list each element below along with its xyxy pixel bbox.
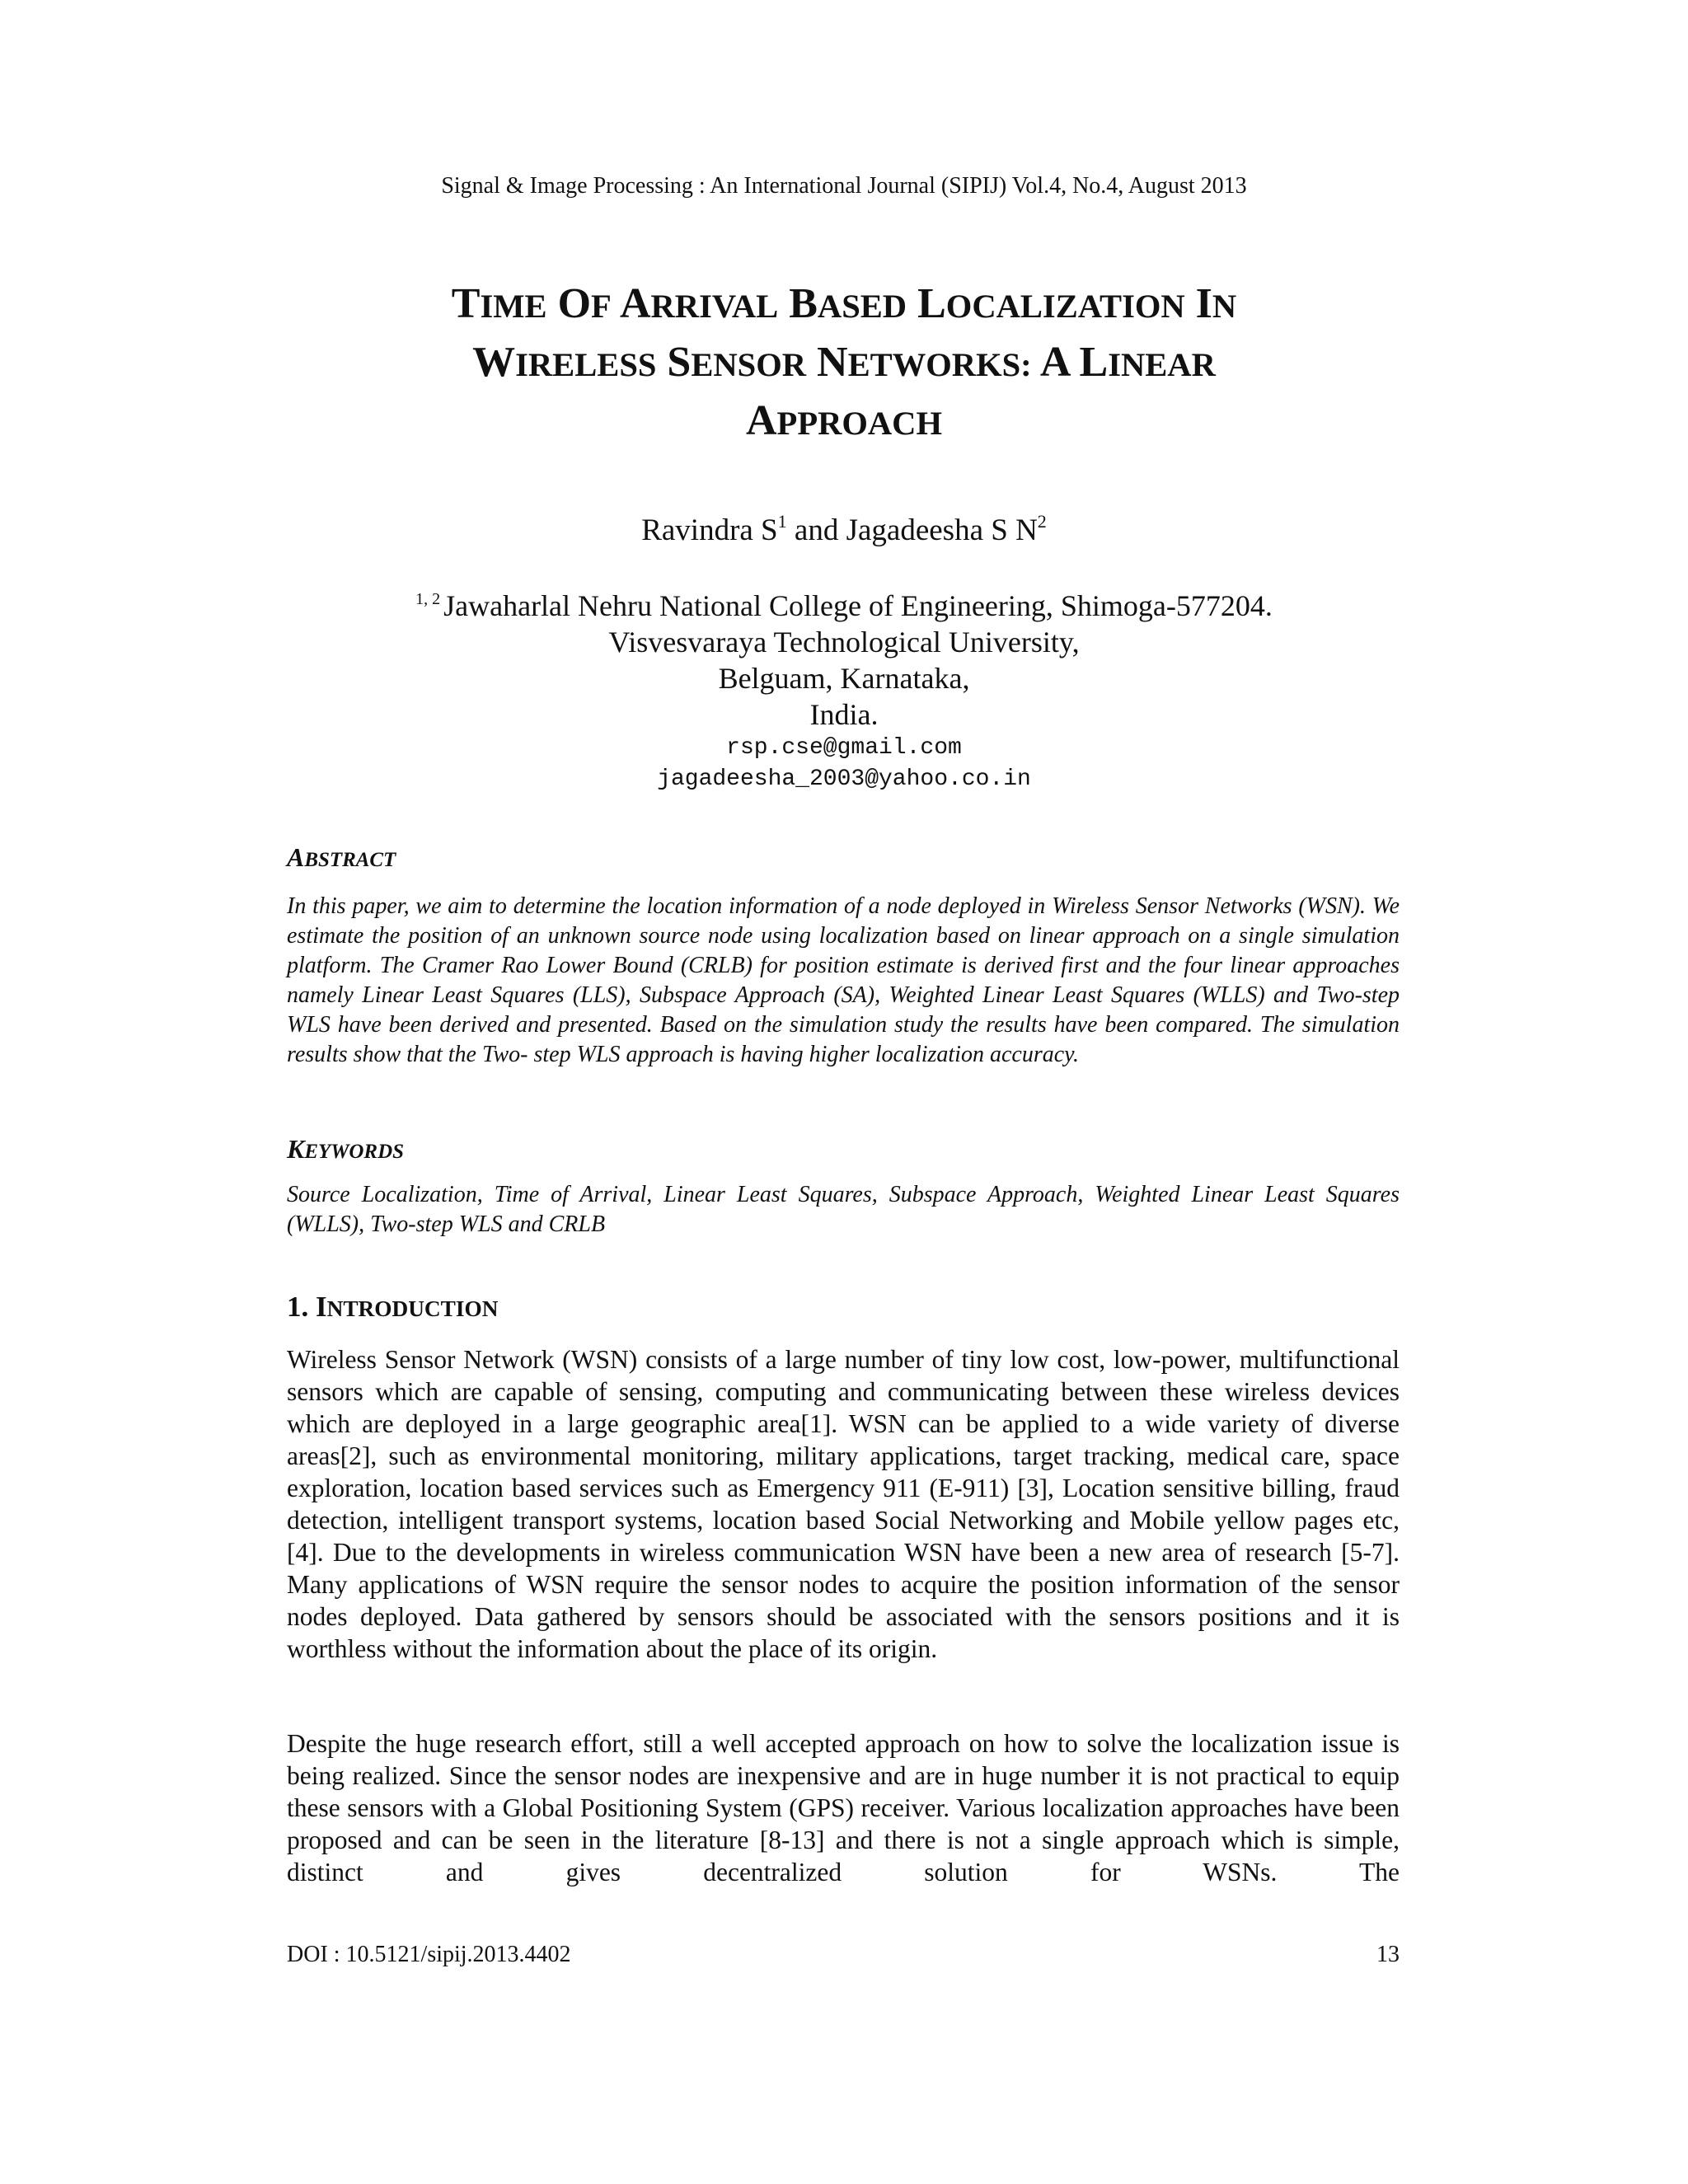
keywords-heading-text: KEYWORDS bbox=[287, 1134, 404, 1164]
author-line bbox=[0, 511, 1688, 548]
footer-doi: DOI : 10.5121/sipij.2013.4402 bbox=[287, 1942, 571, 1967]
journal-header: Signal & Image Processing : An International Journal (SIPIJ) Vol.4, No.4, August 2013 bbox=[441, 173, 1247, 199]
affiliation-college: Jawaharlal Nehru National College of Engineering, Shimoga-577204. bbox=[443, 589, 1273, 622]
introduction-heading bbox=[287, 1291, 498, 1324]
author-2-affiliation-mark: 2 bbox=[1037, 511, 1047, 532]
author-1: Ravindra S bbox=[641, 513, 778, 547]
introduction-heading-text: INTRODUCTION bbox=[316, 1291, 499, 1323]
paper-title bbox=[247, 276, 1441, 452]
abstract-heading-text: ABSTRACT bbox=[287, 842, 396, 872]
affiliation-city: Belguam, Karnataka, bbox=[718, 662, 970, 695]
section-number: 1. bbox=[287, 1291, 309, 1323]
page-number: 13 bbox=[1376, 1942, 1400, 1967]
affiliation-mark: 1, 2 bbox=[415, 590, 441, 608]
author-conjunction: and bbox=[786, 513, 846, 547]
email-1[interactable]: rsp.cse@gmail.com bbox=[726, 735, 962, 761]
title-line-1: TIME OF ARRIVAL BASED LOCALIZATION IN bbox=[451, 280, 1237, 327]
title-line-2: WIRELESS SENSOR NETWORKS: A LINEAR bbox=[472, 339, 1216, 386]
affiliation-block bbox=[0, 581, 1688, 795]
affiliation-country: India. bbox=[809, 698, 879, 731]
abstract-text: In this paper, we aim to determine the location information of a node deployed in Wireless Sensor Networks (WSN). We estimate the position of an unknown source node using localization based on linear approach on a single simulation platform. The Cramer Rao Lower Bound (CRLB) for position estimate is derived first and the four linear approaches namely Linear Least Squares (LLS), Subspace Approach (SA), Weighted Linear Least Squares (WLLS) and Two-step WLS have been derived and presented. Based on the simulation study the results have been compared. The simulation results show that the Two- step WLS approach is having higher localization accuracy. bbox=[287, 893, 1400, 1067]
email-2[interactable]: jagadeesha_2003@yahoo.co.in bbox=[657, 766, 1031, 792]
keywords-text: Source Localization, Time of Arrival, Linear Least Squares, Subspace Approach, Weighted Linear Least Squares (WLLS), Two-step WLS and CRLB bbox=[287, 1182, 1400, 1237]
abstract-heading bbox=[287, 842, 396, 873]
introduction-paragraph-2: Despite the huge research effort, still a well accepted approach on how to solve the localization issue is being realized. Since the sensor nodes are inexpensive and are in huge number it is not practical to equip these sensors with a Global Positioning System (GPS) receiver. Various localization approaches have been proposed and can be seen in the literature [8-13] and there is not a single approach which is simple, distinct and gives decentralized solution for WSNs. The bbox=[287, 1729, 1400, 1886]
keywords-heading bbox=[287, 1134, 404, 1165]
author-1-affiliation-mark: 1 bbox=[777, 511, 787, 532]
title-line-3: APPROACH bbox=[745, 397, 943, 444]
affiliation-university: Visvesvaraya Technological University, bbox=[608, 626, 1080, 658]
author-2: Jagadeesha S N bbox=[846, 513, 1038, 547]
affiliation-college-line bbox=[0, 581, 1688, 624]
introduction-paragraph-1: Wireless Sensor Network (WSN) consists of a large number of tiny low cost, low-power, multifunctional sensors which are capable of sensing, computing and communicating between these wireless devices which are deployed in a large geographic area[1]. WSN can be applied to a wide variety of diverse areas[2], such as environmental monitoring, military applications, target tracking, medical care, space exploration, location based services such as Emergency 911 (E-911) [3], Location sensitive billing, fraud detection, intelligent transport systems, location based Social Networking and Mobile yellow pages etc, [4]. Due to the developments in wireless communication WSN have been a new area of research [5-7]. Many applications of WSN require the sensor nodes to acquire the position information of the sensor nodes deployed. Data gathered by sensors should be associated with the sensors positions and it is worthless without the information about the place of its origin. bbox=[287, 1345, 1400, 1663]
